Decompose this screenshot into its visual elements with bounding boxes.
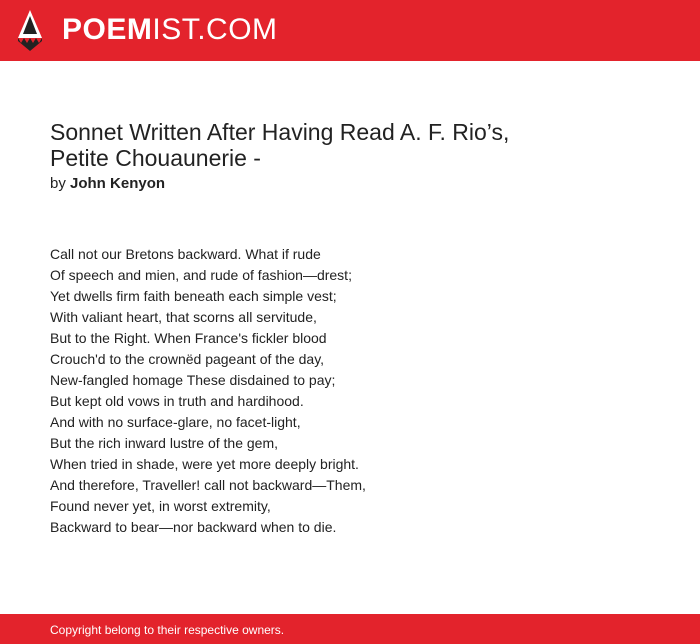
poem-line: New-fangled homage These disdained to pay; (50, 372, 336, 388)
poem-line: And with no surface-glare, no facet-light, (50, 414, 301, 430)
author-name[interactable]: John Kenyon (70, 175, 166, 192)
poem-line: But the rich inward lustre of the gem, (50, 435, 278, 451)
brand-name-bold: POEM (62, 13, 153, 46)
pencil-tip-icon[interactable] (18, 10, 42, 52)
poem-body (50, 244, 650, 538)
poem-line: Found never yet, in worst extremity, (50, 498, 271, 514)
poem-line: Of speech and mien, and rude of fashion—drest; (50, 267, 352, 283)
poem-line: Yet dwells firm faith beneath each simple vest; (50, 288, 337, 304)
site-logo-link[interactable] (62, 12, 278, 48)
poem-line: Crouch'd to the crownëd pageant of the day, (50, 351, 325, 367)
poem-line: Call not our Bretons backward. What if rude (50, 246, 321, 262)
poem-line: Backward to bear—nor backward when to die. (50, 519, 337, 535)
poem-title (50, 119, 650, 171)
poem-line: When tried in shade, were yet more deeply bright. (50, 456, 359, 472)
poem-line: And therefore, Traveller! call not backward—Them, (50, 477, 366, 493)
poem-title-line-2: Petite Chouaunerie - (50, 145, 261, 171)
copyright-text: Copyright belong to their respective owners. (50, 623, 285, 637)
site-footer (0, 614, 700, 644)
poem-title-line-1: Sonnet Written After Having Read A. F. Rio’s, (50, 119, 510, 145)
brand-name-light: IST.COM (152, 13, 278, 46)
by-label: by (50, 175, 66, 192)
poem-line: But to the Right. When France's fickler blood (50, 330, 327, 346)
poem-line: But kept old vows in truth and hardihood. (50, 393, 304, 409)
poem-line: With valiant heart, that scorns all servitude, (50, 309, 317, 325)
site-header (0, 0, 700, 61)
byline (50, 174, 165, 194)
